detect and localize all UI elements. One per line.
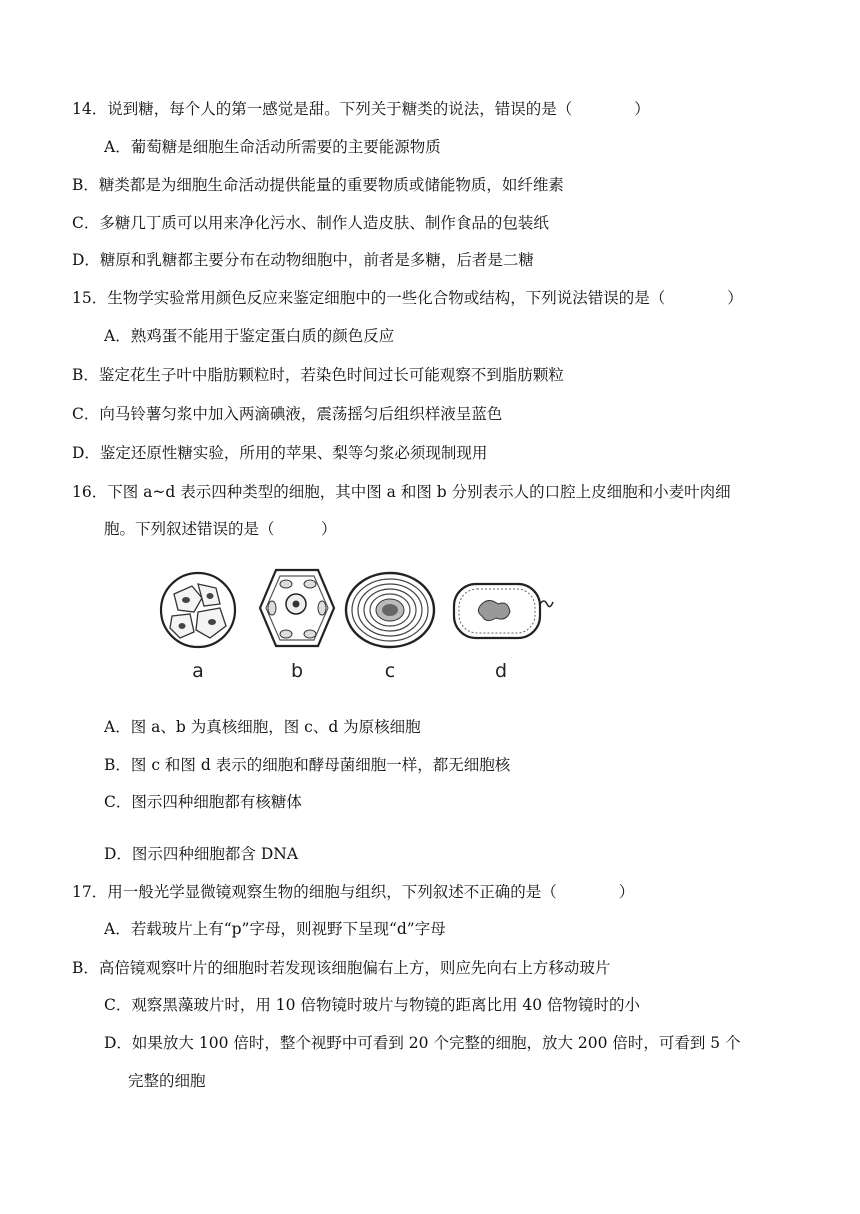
q15-option-d: D．鉴定还原性糖实验，所用的苹果、梨等匀浆必须现制现用 (72, 444, 488, 462)
cell-label-b: b (290, 660, 304, 682)
q15-option-b: B．鉴定花生子叶中脂肪颗粒时，若染色时间过长可能观察不到脂肪颗粒 (72, 366, 564, 384)
q14-option-c: C．多糖几丁质可以用来净化污水、制作人造皮肤、制作食品的包装纸 (72, 214, 549, 232)
q17-option-c: C．观察黑藻玻片时，用 10 倍物镜时玻片与物镜的距离比用 40 倍物镜时的小 (104, 996, 641, 1014)
q14-option-a: A．葡萄糖是细胞生命活动所需要的主要能源物质 (104, 138, 441, 156)
q16-option-a: A．图 a、b 为真核细胞，图 c、d 为原核细胞 (104, 718, 421, 736)
q15-option-c: C．向马铃薯匀浆中加入两滴碘液，震荡摇匀后组织样液呈蓝色 (72, 405, 503, 423)
q14-option-d: D．糖原和乳糖都主要分布在动物细胞中，前者是多糖，后者是二糖 (72, 251, 534, 269)
q16-stem-line2: 胞。下列叙述错误的是（ ） (104, 520, 337, 538)
q17-option-d-line2: 完整的细胞 (128, 1072, 206, 1090)
cell-b-image (256, 562, 338, 654)
cell-types-figure (150, 560, 570, 690)
q17-option-a: A．若载玻片上有“p”字母，则视野下呈现“d”字母 (104, 920, 446, 938)
cell-d-image (450, 578, 556, 644)
q17-option-d-line1: D．如果放大 100 倍时，整个视野中可看到 20 个完整的细胞，放大 200 倍时，可看到 5 个 (104, 1034, 741, 1052)
cell-a-image (158, 568, 238, 652)
cell-label-a: a (192, 660, 204, 682)
cell-label-c: c (384, 660, 396, 682)
q14-stem: 14．说到糖，每个人的第一感觉是甜。下列关于糖类的说法，错误的是（ ） (72, 100, 650, 118)
q17-option-b: B．高倍镜观察叶片的细胞时若发现该细胞偏右上方，则应先向右上方移动玻片 (72, 959, 611, 977)
q14-option-b: B．糖类都是为细胞生命活动提供能量的重要物质或储能物质，如纤维素 (72, 176, 564, 194)
cell-c-image (344, 570, 436, 650)
q15-option-a: A．熟鸡蛋不能用于鉴定蛋白质的颜色反应 (104, 327, 395, 345)
q16-option-b: B．图 c 和图 d 表示的细胞和酵母菌细胞一样，都无细胞核 (104, 756, 511, 774)
q16-option-c: C．图示四种细胞都有核糖体 (104, 793, 302, 811)
q17-stem: 17．用一般光学显微镜观察生物的细胞与组织，下列叙述不正确的是（ ） (72, 883, 635, 901)
q15-stem: 15．生物学实验常用颜色反应来鉴定细胞中的一些化合物或结构，下列说法错误的是（ ） (72, 289, 743, 307)
q16-stem-line1: 16．下图 a~d 表示四种类型的细胞，其中图 a 和图 b 分别表示人的口腔上皮细胞和小麦叶肉细 (72, 483, 731, 501)
cell-label-d: d (494, 660, 508, 682)
q16-option-d: D．图示四种细胞都含 DNA (104, 845, 299, 863)
